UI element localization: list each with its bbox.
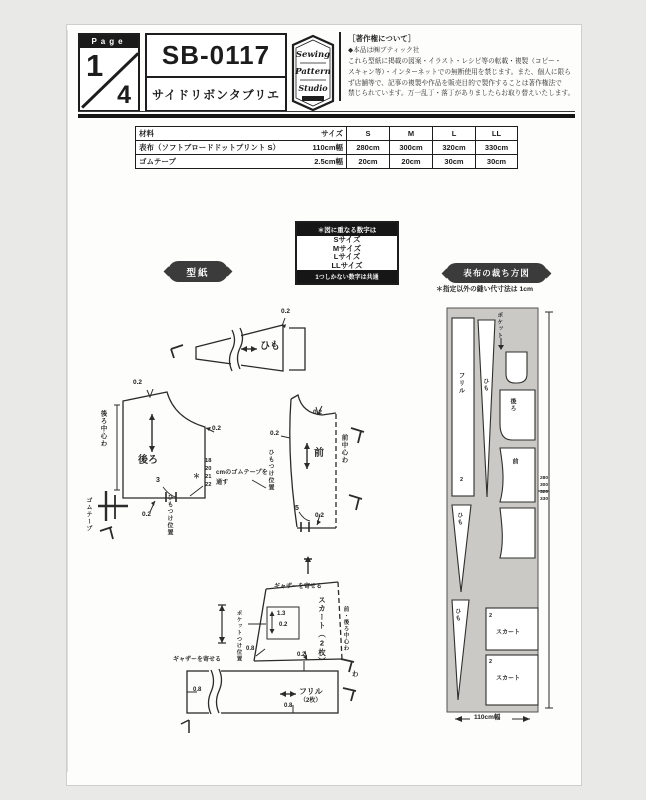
- size-col-m: M: [390, 127, 433, 141]
- size-legend-row: Mサイズ: [332, 243, 362, 253]
- size-legend-footer: 1つしかない数字は共通: [297, 270, 397, 283]
- size-legend-row: Sサイズ: [333, 235, 361, 244]
- skirt-d13: 1.3: [277, 611, 286, 617]
- copyright-line: ◆本品は㈱ブティック社: [348, 47, 420, 54]
- skirt-d08: 0.8: [246, 646, 255, 652]
- qty-ll: 330cm: [476, 141, 518, 155]
- layout-length: 280: [540, 476, 549, 481]
- tie-label: ひも: [260, 341, 280, 352]
- back-dim-3: 3: [156, 477, 160, 484]
- layout-length: 330: [540, 497, 549, 502]
- layout-tie-label: ひも: [481, 378, 488, 392]
- copyright-title: ［著作権について］: [348, 34, 416, 43]
- elastic-note-text2: 通す: [216, 479, 229, 486]
- skirt-center-fold: 前・後ろ中心わ: [342, 606, 349, 652]
- copyright-line: これら型紙に掲載の図案・イラスト・レシピ等の転載・複製（コピー・: [348, 57, 562, 65]
- qty-m: 20cm: [390, 155, 433, 169]
- back-label: 後ろ: [138, 455, 158, 466]
- qty-l: 30cm: [433, 155, 476, 169]
- product-name: サイドリボンタブリエ: [152, 87, 280, 102]
- size-corner-label: サイズ: [321, 129, 343, 138]
- skirt-gather: ギャザーを寄せる: [274, 584, 323, 590]
- qty-s: 280cm: [347, 141, 390, 155]
- layout-tie-label: ひも: [453, 608, 460, 622]
- front-label: 前: [314, 448, 324, 459]
- size-legend-header: ＊図に重なる数字は: [297, 223, 397, 236]
- badge-word-1: Sewing: [295, 50, 331, 60]
- size-col-ll: LL: [476, 127, 518, 141]
- layout-skirt-count: 2: [489, 659, 493, 665]
- copyright-line: ず店舗等で、記事の複製や作品を販売目的で製作することは著作権法で: [348, 79, 562, 87]
- elastic-size: 22: [205, 482, 212, 488]
- skirt-d02-bottom: 0.2: [297, 652, 306, 658]
- back-d02-bottom: 0.2: [142, 511, 152, 518]
- frill-piece: [181, 659, 356, 733]
- tie-d02: 0.2: [281, 308, 291, 315]
- elastic-note-mark: ＊: [193, 473, 200, 480]
- material-width: 2.5cm幅: [314, 157, 343, 166]
- frill-count: （2枚）: [300, 698, 322, 704]
- layout-front-label: 前: [511, 458, 517, 465]
- layout-skirt-count: 2: [489, 613, 493, 619]
- layout-skirt-label: スカート: [496, 676, 521, 682]
- badge-word-3: Studio: [298, 83, 328, 93]
- seam-allowance-note: ＊指定以外の縫い代寸法は 1cm: [436, 286, 534, 293]
- elastic-size: 18: [205, 458, 212, 464]
- layout-frill-count: 2: [460, 477, 464, 483]
- frill-d08-bottom: 0.8: [284, 703, 293, 709]
- skirt-label: スカート（2枚）: [317, 596, 327, 666]
- front-d02-top: 0.2: [313, 409, 323, 416]
- grain-mark: [304, 556, 312, 574]
- qty-l: 320cm: [433, 141, 476, 155]
- badge-word-2: Pattern: [295, 67, 331, 77]
- qty-ll: 30cm: [476, 155, 518, 169]
- qty-s: 20cm: [347, 155, 390, 169]
- size-col-s: S: [347, 127, 390, 141]
- qty-m: 300cm: [390, 141, 433, 155]
- page-current: 1: [86, 48, 104, 83]
- layout-length: 300: [540, 483, 549, 488]
- front-d02-bottom: 0.2: [315, 512, 325, 519]
- copyright-line: スキャン等）・インターネットでの無断使用を禁じます。また、個人に限ら: [348, 68, 571, 76]
- material-name: ゴムテープ: [139, 157, 176, 166]
- back-center-fold: 後ろ中心わ: [99, 410, 107, 448]
- back-d02-right: 0.2: [212, 425, 222, 432]
- material-width: 110cm幅: [312, 143, 343, 152]
- material-name: 表布（ソフトブロードドットプリント S）: [139, 143, 281, 152]
- layout-skirt-label: スカート: [496, 630, 521, 636]
- front-dim-5: 5: [295, 505, 299, 512]
- layout-tie-label: ひも: [455, 512, 462, 526]
- tie-piece: [171, 318, 305, 371]
- layout-width-label: 110cm幅: [474, 714, 501, 721]
- front-d02-left: 0.2: [270, 430, 280, 437]
- front-center-fold: 前中心わ: [340, 434, 348, 464]
- back-d02-top: 0.2: [133, 379, 143, 386]
- elastic-size: 21: [205, 474, 212, 480]
- frill-label: フリル: [299, 687, 323, 696]
- frill-fold-mark: わ: [352, 671, 359, 678]
- pocket-position-label: ポケットつけ位置: [235, 610, 242, 662]
- page-label: Page: [80, 35, 138, 48]
- layout-pocket-label: ポケット: [495, 312, 502, 340]
- frill-d08-left: 0.8: [193, 687, 202, 693]
- product-code: SB-0117: [147, 35, 285, 78]
- size-col-l: L: [433, 127, 476, 141]
- layout-frill-label: フリル: [457, 372, 465, 395]
- elastic-label: ゴムテープ: [85, 497, 91, 532]
- front-tie-position: ひもつけ位置: [267, 449, 273, 491]
- skirt-d02: 0.2: [279, 622, 288, 628]
- size-legend-row: Lサイズ: [333, 252, 361, 261]
- cutting-pill-label: 表布の裁ち方図: [463, 268, 530, 278]
- back-tie-position: ひもつけ位置: [166, 494, 172, 536]
- material-corner-label: 材料: [139, 129, 154, 138]
- layout-length: 320: [540, 490, 549, 495]
- copyright-line: 禁じられています。万一乱丁・落丁がありましたらお取り替えいたします。: [348, 90, 575, 98]
- cutting-layout-art: [447, 308, 553, 722]
- layout-back-label: 後ろ: [509, 398, 515, 412]
- elastic-note-text1: cmのゴムテープを: [216, 469, 268, 476]
- frill-gather: ギャザーを寄せる: [173, 657, 222, 663]
- size-legend-row: LLサイズ: [331, 260, 363, 270]
- elastic-size: 20: [205, 466, 212, 472]
- pattern-pill-label: 型紙: [186, 267, 210, 279]
- page-total: 4: [117, 81, 131, 109]
